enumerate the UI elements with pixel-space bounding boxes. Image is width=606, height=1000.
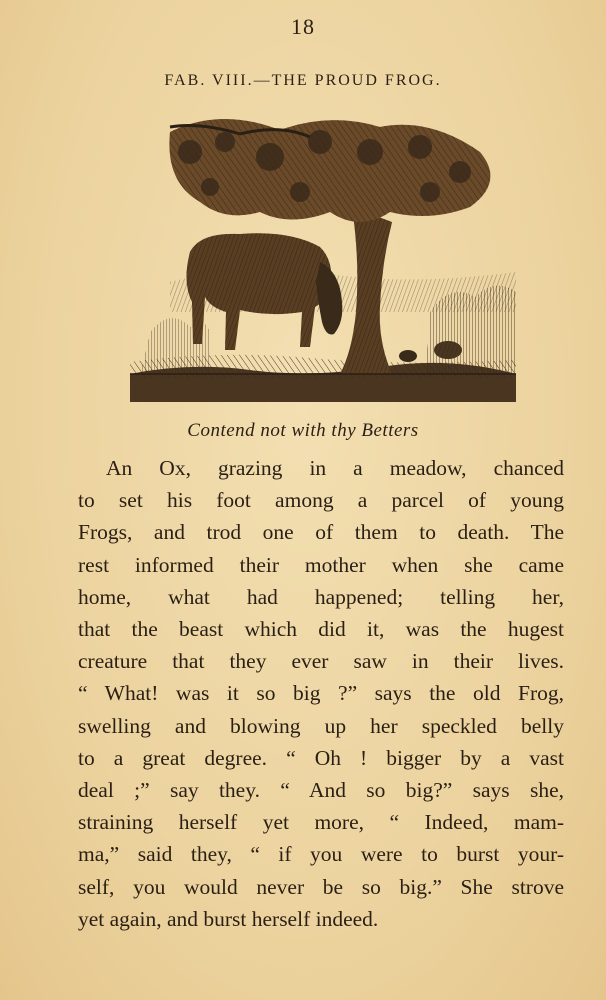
text-line: yet again, and burst herself indeed. (78, 906, 379, 931)
text-line: swelling and blowing up her speckled belly (78, 713, 564, 738)
text-line: self, you would never be so big.” She strove (78, 874, 564, 899)
fable-moral-caption: Contend not with thy Betters (187, 420, 419, 441)
text-line: straining herself yet more, “ Indeed, mam- (78, 810, 564, 835)
fable-body-text (78, 452, 564, 935)
text-line: Frogs, and trod one of them to death. The (78, 520, 564, 545)
text-line: that the beast which did it, was the hugest (78, 617, 564, 642)
text-line: to set his foot among a parcel of young (78, 488, 564, 513)
text-line: deal ;” say they. “ And so big?” says she, (78, 778, 564, 803)
ox-under-tree-woodcut-icon (130, 112, 516, 402)
text-line: rest informed their mother when she came (78, 552, 564, 577)
fable-heading: FAB. VIII.—THE PROUD FROG. (164, 72, 442, 89)
text-line: home, what had happened; telling her, (78, 584, 564, 609)
text-line: creature that they ever saw in their lives. (78, 649, 564, 674)
page-number: 18 (291, 14, 315, 39)
text-line: “ What! was it so big ?” says the old Frog, (78, 681, 564, 706)
text-line: An Ox, grazing in a meadow, chanced (106, 456, 564, 480)
text-line: ma,” said they, “ if you were to burst your- (78, 842, 564, 867)
text-line: to a great degree. “ Oh ! bigger by a vast (78, 745, 564, 770)
